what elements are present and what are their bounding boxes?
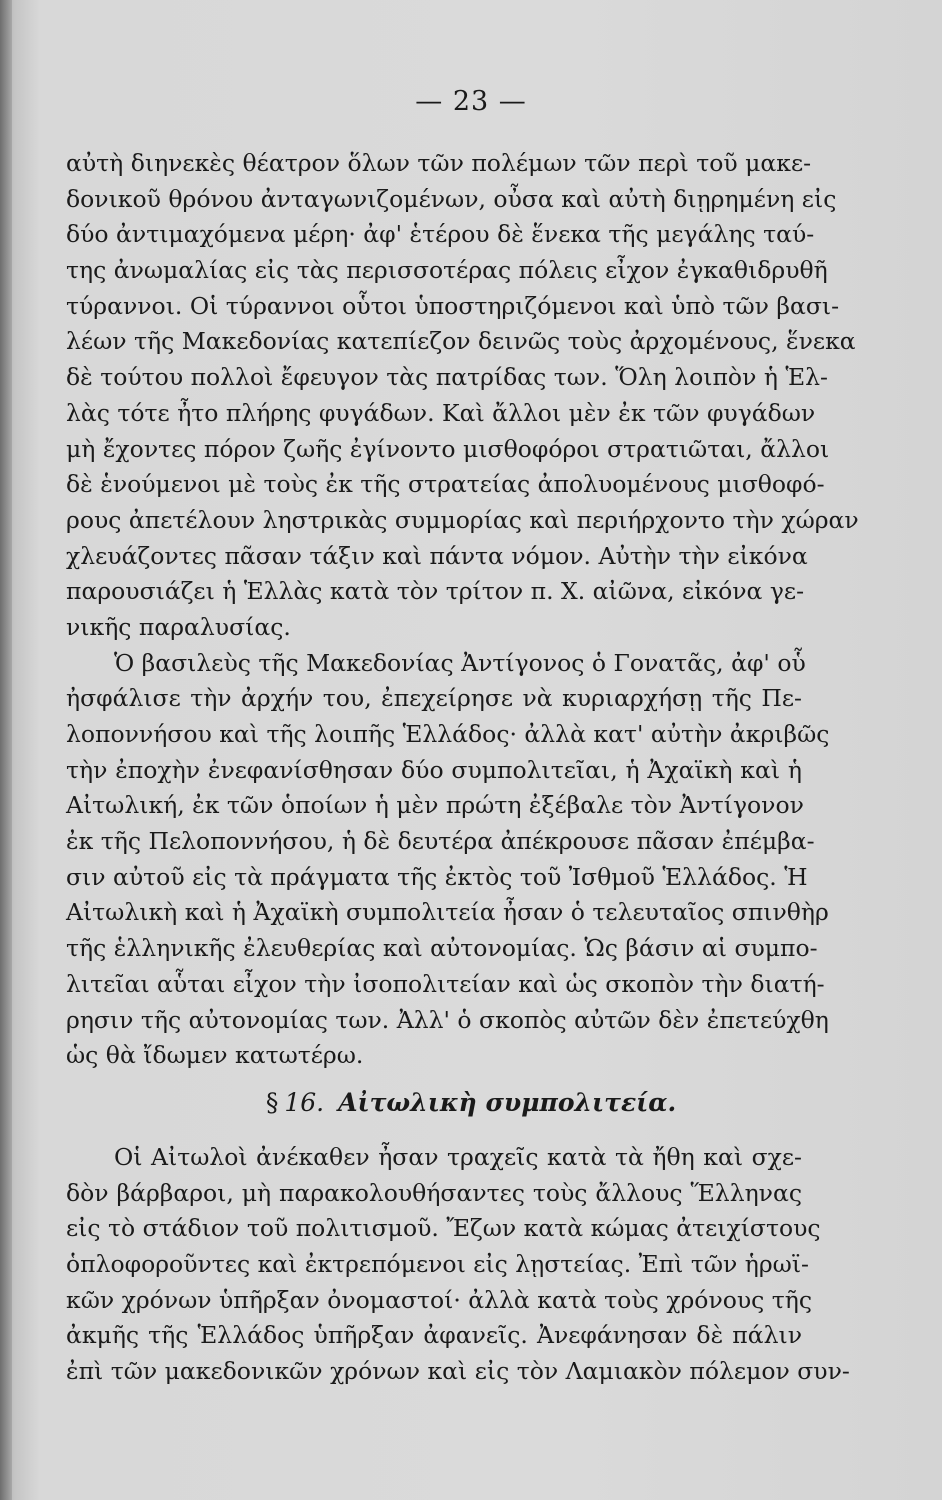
text-line: σιν αὐτοῦ εἰς τὰ πράγματα τῆς ἐκτὸς τοῦ Ἰσθμοῦ Ἑλλάδος. Ἡ <box>66 862 808 891</box>
section-heading <box>0 1088 942 1117</box>
text-line: ρησιν τῆς αὐτονομίας των. Ἀλλ' ὁ σκοπὸς αὐτῶν δὲν ἐπετεύχθη <box>66 1005 829 1034</box>
paragraph-1 <box>66 146 859 646</box>
text-line: ἠσφάλισε τὴν ἀρχήν του, ἐπεχείρησε νὰ κυριαρχήσῃ τῆς Πε- <box>66 684 802 713</box>
text-line: λιτεῖαι αὗται εἶχον τὴν ἰσοπολιτείαν καὶ ὡς σκοπὸν τὴν διατή- <box>66 969 825 998</box>
text-line: ρους ἀπετέλουν ληστρικὰς συμμορίας καὶ περιήρχοντο τὴν χώραν <box>66 505 859 534</box>
text-line: χλευάζοντες πᾶσαν τάξιν καὶ πάντα νόμον. Αὐτὴν τὴν εἰκόνα <box>66 541 808 570</box>
text-line: ἀκμῆς τῆς Ἑλλάδος ὑπῆρξαν ἀφανεῖς. Ἀνεφάνησαν δὲ πάλιν <box>66 1321 802 1350</box>
text-line: κῶν χρόνων ὑπῆρξαν ὀνομαστοί· ἀλλὰ κατὰ τοὺς χρόνους τῆς <box>66 1285 813 1314</box>
main-text-block <box>66 146 859 1074</box>
text-line: εἰς τὸ στάδιον τοῦ πολιτισμοῦ. Ἔζων κατὰ κώμας ἀτειχίστους <box>66 1214 821 1243</box>
text-line: δονικοῦ θρόνου ἀνταγωνιζομένων, οὖσα καὶ αὐτὴ διῃρημένη εἰς <box>66 184 837 213</box>
text-line: λέων τῆς Μακεδονίας κατεπίεζον δεινῶς τοὺς ἀρχομένους, ἕνεκα <box>66 327 856 356</box>
text-line: Αἰτωλική, ἐκ τῶν ὁποίων ἡ μὲν πρώτη ἐξέβαλε τὸν Ἀντίγονον <box>66 791 804 820</box>
section-title: Αἰτωλικὴ συμπολιτεία. <box>338 1088 677 1117</box>
text-line: ὡς θὰ ἴδωμεν κατωτέρω. <box>66 1041 364 1070</box>
text-line: δὲ τούτου πολλοὶ ἔφευγον τὰς πατρίδας των. Ὅλη λοιπὸν ἡ Ἑλ- <box>66 363 828 392</box>
text-line: μὴ ἔχοντες πόρον ζωῆς ἐγίνοντο μισθοφόροι στρατιῶται, ἄλλοι <box>66 434 830 463</box>
text-line: δύο ἀντιμαχόμενα μέρη· ἀφ' ἑτέρου δὲ ἕνεκα τῆς μεγάλης ταύ- <box>66 220 815 249</box>
text-line: τὴν ἐποχὴν ἐνεφανίσθησαν δύο συμπολιτεῖαι, ἡ Ἀχαϊκὴ καὶ ἡ <box>66 755 802 784</box>
text-line: λὰς τότε ἦτο πλήρης φυγάδων. Καὶ ἄλλοι μὲν ἐκ τῶν φυγάδων <box>66 398 816 427</box>
text-line: δὲ ἑνούμενοι μὲ τοὺς ἐκ τῆς στρατείας ἀπολυομένους μισθοφό- <box>66 470 825 499</box>
text-line: τύραννοι. Οἱ τύραννοι οὗτοι ὑποστηριζόμενοι καὶ ὑπὸ τῶν βασι- <box>66 291 840 320</box>
section-symbol: § <box>265 1088 279 1117</box>
text-line: λοποννήσου καὶ τῆς λοιπῆς Ἑλλάδος· ἀλλὰ κατ' αὐτὴν ἀκριβῶς <box>66 720 830 748</box>
text-line: Αἰτωλικὴ καὶ ἡ Ἀχαϊκὴ συμπολιτεία ἦσαν ὁ τελευταῖος σπινθὴρ <box>66 898 829 927</box>
paragraph-2 <box>66 646 830 1074</box>
text-line: αὐτὴ διηνεκὲς θέατρον ὅλων τῶν πολέμων τῶν περὶ τοῦ μακε- <box>66 149 812 177</box>
section-number: 16. <box>284 1088 325 1117</box>
text-line: δὸν βάρβαροι, μὴ παρακολουθήσαντες τοὺς ἄλλους Ἕλληνας <box>66 1178 802 1207</box>
section-text-block <box>66 1140 850 1390</box>
text-line: τῆς ἑλληνικῆς ἐλευθερίας καὶ αὐτονομίας. Ὡς βάσιν αἱ συμπο- <box>66 934 818 963</box>
text-line: Ὁ βασιλεὺς τῆς Μακεδονίας Ἀντίγονος ὁ Γονατᾶς, ἀφ' οὗ <box>114 648 806 677</box>
text-line: ἐπὶ τῶν μακεδονικῶν χρόνων καὶ εἰς τὸν Λαμιακὸν πόλεμον συν- <box>66 1357 850 1386</box>
text-line: της ἀνωμαλίας εἰς τὰς περισσοτέρας πόλεις εἶχον ἐγκαθιδρυθῆ <box>66 256 828 285</box>
text-line: νικῆς παραλυσίας. <box>66 612 291 641</box>
text-line: ἐκ τῆς Πελοποννήσου, ἡ δὲ δευτέρα ἀπέκρουσε πᾶσαν ἐπέμβα- <box>66 827 815 856</box>
paragraph-3 <box>66 1140 850 1390</box>
page-number: — 23 — <box>415 86 527 117</box>
text-line: Οἱ Αἰτωλοὶ ἀνέκαθεν ἦσαν τραχεῖς κατὰ τὰ ἤθη καὶ σχε- <box>114 1143 802 1171</box>
text-line: ὁπλοφοροῦντες καὶ ἐκτρεπόμενοι εἰς λῃστείας. Ἐπὶ τῶν ἡρωϊ- <box>66 1250 809 1279</box>
page-gutter <box>0 0 12 1500</box>
text-line: παρουσιάζει ἡ Ἑλλὰς κατὰ τὸν τρίτον π. Χ. αἰῶνα, εἰκόνα γε- <box>66 577 805 606</box>
